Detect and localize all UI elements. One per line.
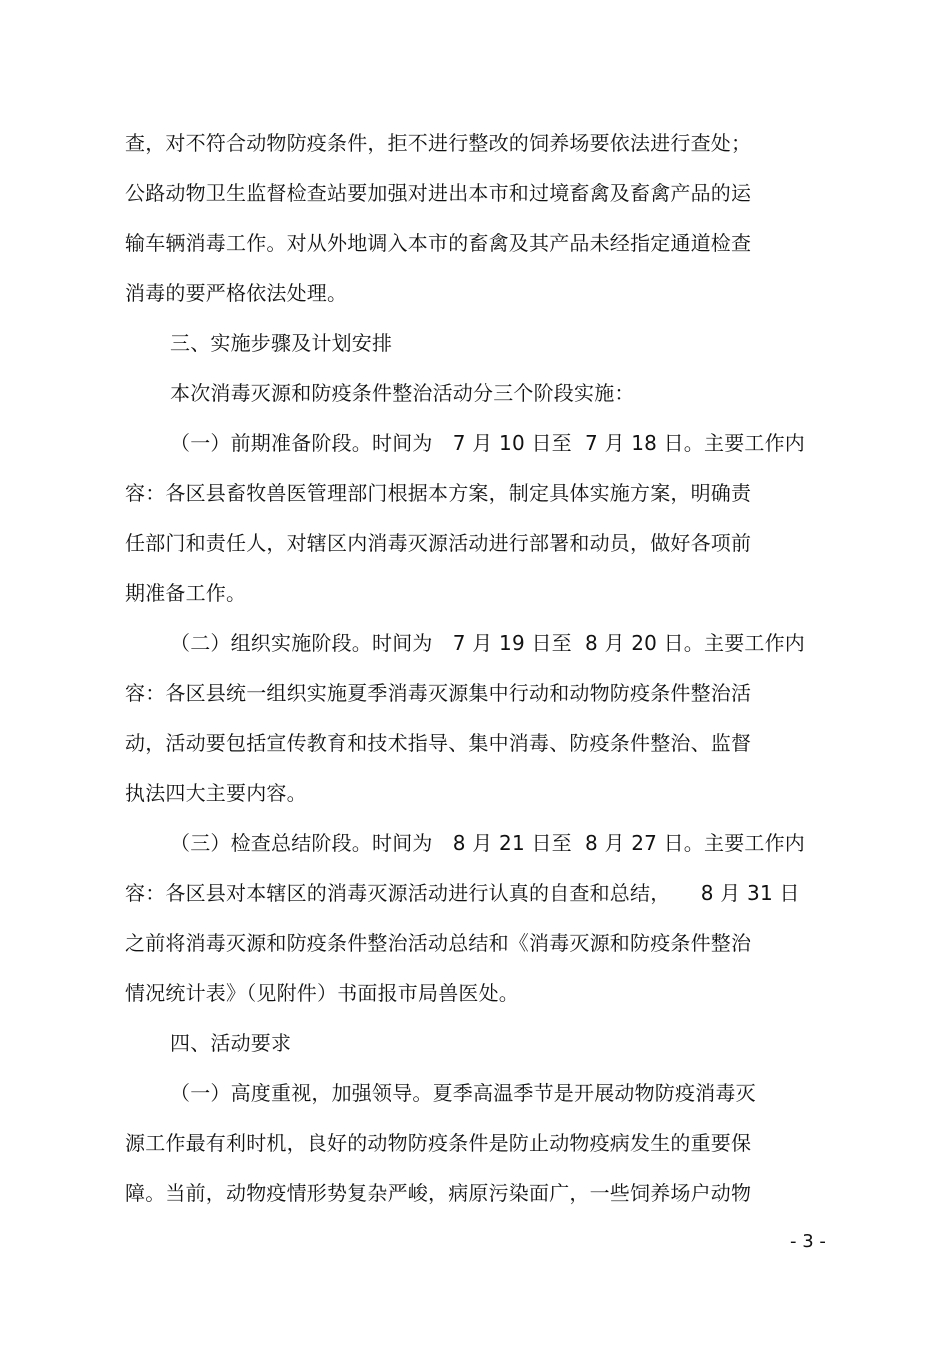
text-line: 源工作最有利时机，良好的动物防疫条件是防止动物疫病发生的重要保 (125, 1131, 752, 1155)
text-line: 消毒的要严格依法处理。 (125, 281, 348, 305)
text-line: （一）高度重视，加强领导。夏季高温季节是开展动物防疫消毒灭 (170, 1081, 756, 1105)
text-line: 之前将消毒灭源和防疫条件整治活动总结和《消毒灭源和防疫条件整治 (125, 931, 752, 955)
text-line: （一）前期准备阶段。时间为 7 月 10 日至 7 月 18 日。主要工作内 (170, 431, 806, 455)
text-line: （三）检查总结阶段。时间为 8 月 21 日至 8 月 27 日。主要工作内 (170, 831, 806, 855)
text-line: 查，对不符合动物防疫条件，拒不进行整改的饲养场要依法进行查处； (125, 131, 752, 155)
text-line: 情况统计表》（见附件）书面报市局兽医处。 (125, 981, 519, 1005)
text-line: 执法四大主要内容。 (125, 781, 307, 805)
section-heading: 四、活动要求 (170, 1031, 292, 1055)
text-line: 任部门和责任人，对辖区内消毒灭源活动进行部署和动员，做好各项前 (125, 531, 752, 555)
text-line: 期准备工作。 (125, 581, 247, 605)
text-line: 输车辆消毒工作。对从外地调入本市的畜禽及其产品未经指定通道检查 (125, 231, 752, 255)
text-line: 容：各区县畜牧兽医管理部门根据本方案，制定具体实施方案，明确责 (125, 481, 752, 505)
text-line: 容：各区县对本辖区的消毒灭源活动进行认真的自查和总结， 8 月 31 日 (125, 881, 800, 905)
text-line: 障。当前，动物疫情形势复杂严峻，病原污染面广，一些饲养场户动物 (125, 1181, 752, 1205)
text-line: （二）组织实施阶段。时间为 7 月 19 日至 8 月 20 日。主要工作内 (170, 631, 806, 655)
text-line: 动，活动要包括宣传教育和技术指导、集中消毒、防疫条件整治、监督 (125, 731, 752, 755)
text-line: 容：各区县统一组织实施夏季消毒灭源集中行动和动物防疫条件整治活 (125, 681, 752, 705)
text-line: 公路动物卫生监督检查站要加强对进出本市和过境畜禽及畜禽产品的运 (125, 181, 752, 205)
text-line: 本次消毒灭源和防疫条件整治活动分三个阶段实施： (170, 381, 635, 405)
page-number: - 3 - (790, 1231, 826, 1252)
section-heading: 三、实施步骤及计划安排 (170, 331, 393, 355)
